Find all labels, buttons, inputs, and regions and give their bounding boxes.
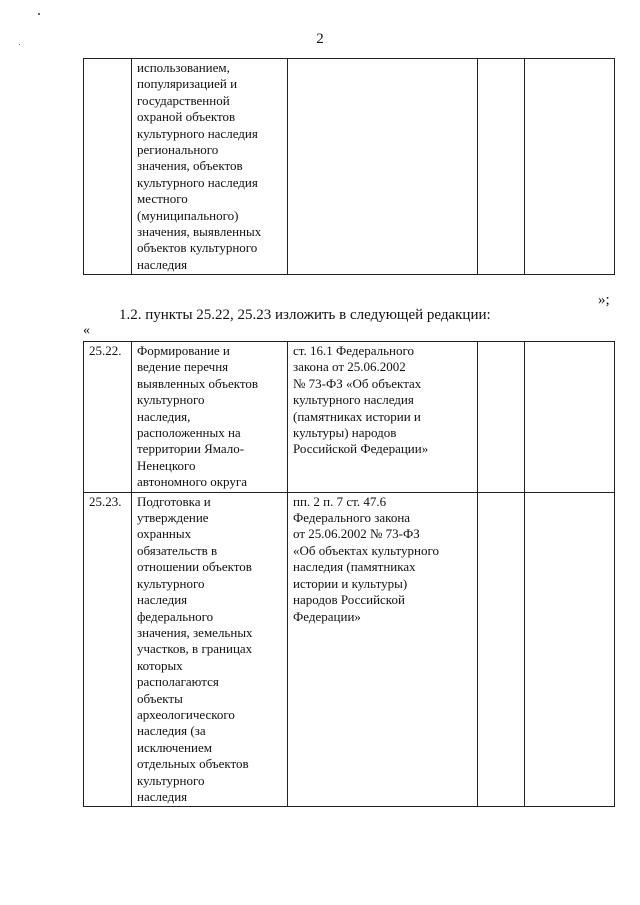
cell-service: Формирование и ведение перечня выявленных объектов культурного наследия, расположенных на территории Ямало- Ненецкого автономного округа bbox=[132, 342, 288, 493]
opening-quote: « bbox=[83, 323, 90, 338]
table-bottom bbox=[83, 341, 615, 807]
amendment-text: 1.2. пункты 25.22, 25.23 изложить в следующей редакции: bbox=[119, 307, 491, 323]
cell-legal-basis: ст. 16.1 Федерального закона от 25.06.2002 № 73-ФЗ «Об объектах культурного наследия (памятниках истории и культуры) народов Российской Федерации» bbox=[288, 342, 478, 493]
table-row bbox=[84, 492, 615, 807]
scan-speck bbox=[38, 13, 40, 15]
table-row bbox=[84, 342, 615, 493]
page-number: 2 bbox=[316, 31, 324, 47]
table-top bbox=[83, 58, 615, 275]
closing-quote: »; bbox=[598, 292, 610, 308]
scan-speck bbox=[19, 44, 20, 45]
cell-service: использованием, популяризацией и государственной охраной объектов культурного наследия регионального значения, объектов культурного наследия местного (муниципального) значения, выявленных объектов культурного наследия bbox=[132, 59, 288, 275]
cell-service: Подготовка и утверждение охранных обязательств в отношении объектов культурного наследия федерального значения, земельных участков, в границах которых располагаются объекты археологического наследия (за исключением отдельных объектов культурного наследия bbox=[132, 492, 288, 807]
cell-number: 25.22. bbox=[84, 342, 132, 493]
cell-empty bbox=[478, 342, 525, 493]
cell-legal-basis: пп. 2 п. 7 ст. 47.6 Федерального закона от 25.06.2002 № 73-ФЗ «Об объектах культурного наследия (памятниках истории и культуры) народов Российской Федерации» bbox=[288, 492, 478, 807]
cell-empty bbox=[525, 59, 615, 275]
cell-empty bbox=[478, 59, 525, 275]
cell-empty bbox=[525, 492, 615, 807]
cell-number bbox=[84, 59, 132, 275]
cell-empty bbox=[478, 492, 525, 807]
cell-number: 25.23. bbox=[84, 492, 132, 807]
table-row bbox=[84, 59, 615, 275]
cell-legal-basis bbox=[288, 59, 478, 275]
cell-empty bbox=[525, 342, 615, 493]
